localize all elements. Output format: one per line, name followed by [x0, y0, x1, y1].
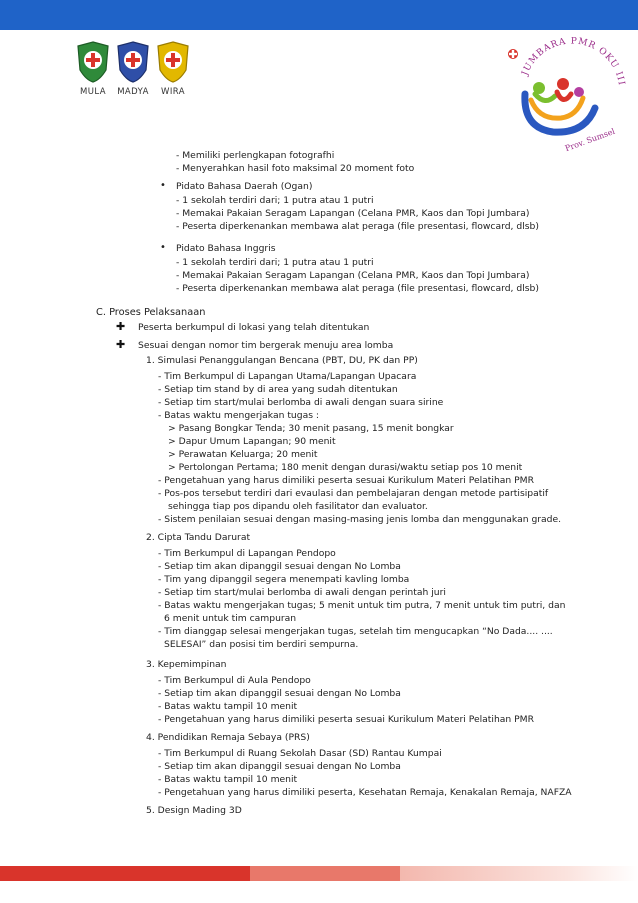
line-p1: Peserta berkumpul di lokasi yang telah ditentukan [138, 322, 370, 333]
step-1-line: > Perawatan Keluarga; 20 menit [168, 449, 318, 460]
line-c1: - 1 sekolah terdiri dari; 1 putra atau 1 putri [176, 257, 374, 268]
step-4-line: - Pengetahuan yang harus dimiliki peserta, Kesehatan Remaja, Kenakalan Remaja, NAFZA [158, 787, 572, 798]
badge-label-madya: MADYA [117, 87, 149, 97]
step-3-title: 3. Kepemimpinan [146, 659, 227, 670]
logo-title-text: JUMBARA PMR OKU III [520, 36, 627, 87]
step-5-title: 5. Design Mading 3D [146, 805, 242, 816]
step-2-title: 2. Cipta Tandu Darurat [146, 532, 251, 543]
badge-label-wira: WIRA [161, 87, 185, 97]
step-2-line: - Tim Berkumpul di Lapangan Pendopo [158, 548, 336, 559]
step-2-line: - Setiap tim akan dipanggil sesuai dengan No Lomba [158, 561, 401, 572]
step-2-line: - Batas waktu mengerjakan tugas; 5 menit untuk tim putra, 7 menit untuk tim putri, dan [158, 600, 566, 611]
item-pidato-inggris: Pidato Bahasa Inggris [176, 243, 276, 254]
footer-bar-light [400, 866, 638, 881]
footer-bar-salmon [250, 866, 400, 881]
plus-bullet-icon: ✚ [116, 338, 126, 351]
step-1-line: sehingga tiap pos dipandu oleh fasilitator dan evaluator. [168, 501, 428, 512]
step-1-line: - Pos-pos tersebut terdiri dari evaulasi dan pembelajaran dengan metode partisipatif [158, 488, 549, 499]
step-3-line: - Tim Berkumpul di Aula Pendopo [158, 675, 311, 686]
line-b1: - 1 sekolah terdiri dari; 1 putra atau 1 putri [176, 195, 374, 206]
badge-wira-icon [156, 40, 190, 88]
step-1-title: 1. Simulasi Penanggulangan Bencana (PBT, DU, PK dan PP) [146, 355, 418, 366]
step-1-line: - Tim Berkumpul di Lapangan Utama/Lapangan Upacara [158, 371, 417, 382]
line-p2: Sesuai dengan nomor tim bergerak menuju area lomba [138, 340, 394, 351]
step-2-line: 6 menit untuk tim campuran [164, 613, 297, 624]
item-pidato-daerah: Pidato Bahasa Daerah (Ogan) [176, 181, 313, 192]
svg-text:JUMBARA PMR OKU III [520, 36, 626, 86]
line-b2: - Memakai Pakaian Seragam Lapangan (Celana PMR, Kaos dan Topi Jumbara) [176, 208, 530, 219]
step-2-line: - Tim dianggap selesai mengerjakan tugas, setelah tim mengucapkan “No Dada.... .... [158, 626, 553, 637]
jumbara-logo-icon [505, 36, 633, 156]
step-2-line: - Setiap tim start/mulai berlomba di awali dengan perintah juri [158, 587, 446, 598]
step-4-title: 4. Pendidikan Remaja Sebaya (PRS) [146, 732, 310, 743]
footer-bar-red [0, 866, 250, 881]
header-color-bar [0, 0, 638, 30]
step-3-line: - Setiap tim akan dipanggil sesuai dengan No Lomba [158, 688, 401, 699]
badge-mula-icon [76, 40, 110, 88]
step-1-line: - Setiap tim stand by di area yang sudah ditentukan [158, 384, 398, 395]
bullet-dot: • [160, 180, 166, 191]
plus-bullet-icon: ✚ [116, 320, 126, 333]
line-c2: - Memakai Pakaian Seragam Lapangan (Celana PMR, Kaos dan Topi Jumbara) [176, 270, 530, 281]
line-a1: - Memiliki perlengkapan fotografhi [176, 150, 335, 161]
step-1-line: - Batas waktu mengerjakan tugas : [158, 410, 320, 421]
line-a2: - Menyerahkan hasil foto maksimal 20 moment foto [176, 163, 415, 174]
badge-madya-icon [116, 40, 150, 88]
step-2-line: SELESAI” dan posisi tim berdiri sempurna. [164, 639, 359, 650]
jumbara-logo [505, 36, 633, 156]
step-4-line: - Tim Berkumpul di Ruang Sekolah Dasar (SD) Rantau Kumpai [158, 748, 442, 759]
line-b3: - Peserta diperkenankan membawa alat peraga (file presentasi, flowcard, dlsb) [176, 221, 539, 232]
badge-label-mula: MULA [80, 87, 106, 97]
bullet-dot: • [160, 242, 166, 253]
step-2-line: - Tim yang dipanggil segera menempati kavling lomba [158, 574, 410, 585]
step-3-line: - Pengetahuan yang harus dimiliki peserta sesuai Kurikulum Materi Pelatihan PMR [158, 714, 534, 725]
footer-color-bar [0, 866, 638, 881]
section-heading: C. Proses Pelaksanaan [96, 307, 206, 318]
step-1-line: - Sistem penilaian sesuai dengan masing-masing jenis lomba dan menggunakan grade. [158, 514, 562, 525]
step-1-line: > Pasang Bongkar Tenda; 30 menit pasang, 15 menit bongkar [168, 423, 454, 434]
step-1-line: > Pertolongan Pertama; 180 menit dengan durasi/waktu setiap pos 10 menit [168, 462, 523, 473]
step-1-line: - Pengetahuan yang harus dimiliki peserta sesuai Kurikulum Materi Pelatihan PMR [158, 475, 534, 486]
step-3-line: - Batas waktu tampil 10 menit [158, 701, 298, 712]
step-4-line: - Batas waktu tampil 10 menit [158, 774, 298, 785]
header-bar-blue [0, 0, 638, 30]
step-1-line: > Dapur Umum Lapangan; 90 menit [168, 436, 336, 447]
step-4-line: - Setiap tim akan dipanggil sesuai dengan No Lomba [158, 761, 401, 772]
logo-sub-text: Prov. Sumsel [563, 126, 617, 154]
step-1-line: - Setiap tim start/mulai berlomba di awali dengan suara sirine [158, 397, 444, 408]
line-c3: - Peserta diperkenankan membawa alat peraga (file presentasi, flowcard, dlsb) [176, 283, 539, 294]
